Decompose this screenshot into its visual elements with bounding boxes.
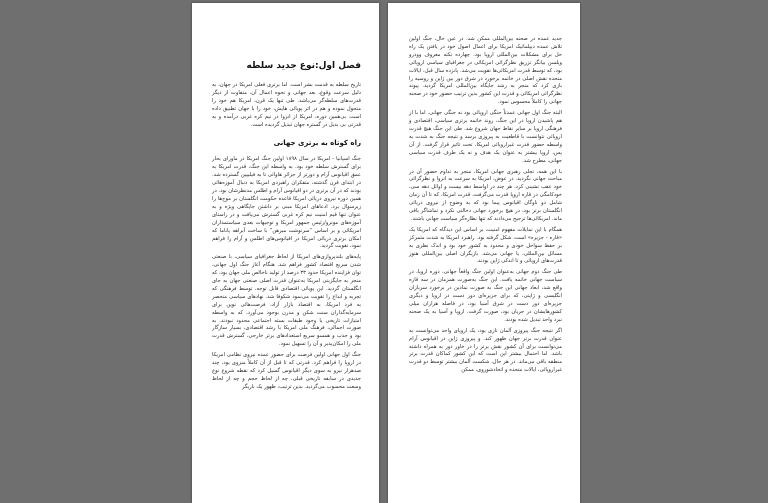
- paragraph: جديد عمده در صحنه بين‌المللی ممكن شد. در عين حال، جنگ اولين تلاش عمده ديپلماتيک امريكا برای اعمال اصول خود در يافتن يک راه حل برای مشكلات بين‌المللی اروپا بود. چهارده نكته معروف وودرو ويلسن بيانگر تزريق نظرگرائی امريكائی در جغرافيای سياسی اروپائی بود، كه توسط قدرت امريكائی‌ها تقويت می‌شد. ‌پانزده سال قبل، ايالات متحده نقش اصلی در خاتمه برخورد در شرق دور بين ژاپن و روسيه را بازی كرد كه منجر به رشد جايگاه بين‌المللی امريكا گرديد. پيوند نظرگرائی امريكائی و قدرت اين كشور بدين ترتيب حضور خود در صحنه جهانی را كاملاً محسوس نمود.: [409, 36, 562, 106]
- paragraph: پايه‌های بلندپروازی‌های امريكا از لحاظ جغرافيای سياسی، با صنعتی شدن سريع اقتصاد كشور فراهم شد. هنگام آغاز جنگ اول جهانی، توان فزاينده امريكا حدود ۳۳ درصد از توليد ناخالص ملی جهان بود، كه منجر به جايگزينی امريكا به‌عنوان قدرت اصلی صنعتی جهان به جای انگلستان گرديد. اين پويائی اقتصادی قابل توجه، توسط فرهنگی كه تجربه و ابداع را تقويت می‌نمود شكوفا شد. نهادهای سياسی منحصر به فرد امريكا، به اقتصاد بازار آزاد، فرصت‌هائی نوين برای سرمايه‌گذاران سنت شكن و مدرن بوجود می‌آورد، كه به واسطه امتيازات تاريخی يا وجود طبقات بسته اجتماعی محدود نبودند. به صورت اجمالی، فرهنگ ملی امريكا با رشد اقتصادی، بسيار سازگار بود و جذب و همسو سريع استعدادهای برتر خارجی، گسترش قدرت ملی را امكان‌پذير و آن را تسهيل نمود.: [212, 254, 361, 348]
- page-right-text-column: [409, 36, 562, 378]
- document-page-right: [388, 3, 580, 503]
- paragraph: البته جنگ اول جهانی عمدتاً جنگی اروپائی بود نه جنگی جهانی. اما با از هم پاشيدن اروپا در اين جنگ، روند خاتمه برتری سياسی، اقتصادی و فرهنگی اروپا بر ساير نقاط جهان شروع شد. طی اين جنگ هيچ قدرت اروپائی نتوانست با قاطعيت به پيروزی برسد و نتيجه جنگ به شدت به واسطه حضور قدرت غيراروپائی امريكا، تحت تاثير قرار گرفت. از آن پس، اروپا بيشتر به عنوان يک هدف و نه يک طرف قدرت سياسی جهانی، مطرح شد.: [409, 110, 562, 164]
- document-page-left: [192, 3, 379, 503]
- paragraph: با اين همه، تجلی رهبری جهانی امريكا، منجر به تداوم حضور آن در مباحث جهانی نگرديد. در عوض، امريكا به سرعت به انزوا و نظرگرائی خود عقب نشينی كرد. هر چند در اواسط دهه بيست و اوائل دهه سی، خودكامگی در قاره اروپا قدرت می‌گرفت، قدرت امريكا، كه تا آن زمان شامل دو ناوگان اقيانوس پيما بود كه به وضوح از نيروی دريائی انگلستان برتر بود، در هيچ برخورد جهانی دخالتی نكرد و تماشاگر باقی ماند. امريكائی‌ها ترجيح می‌دادند كه تنها نظاره‌گر سياست جهانی باشند.: [409, 168, 562, 222]
- paragraph: اگر نتيجه جنگ پيروزی آلمان نازی بود، يک اروپای واحد می‌توانست به عنوان قدرت برتر جهان ظهور كند. و پيروزی ژاپن در اقيانوس آرام می‌توانست برای آن كشور نقش برتر را در خاور دور به همراه داشته باشد. اما احتمال بيشتر اين است كه اين كشور كماكان قدرت برتر منطقه باقی می‌ماند. در هر حال، شكست آلمان بيشتر توسط دو قدرت غيراروپائی، ايالات متحده و اتحادشوروی، ممكن: [409, 327, 562, 374]
- intro-paragraph: تاريخ سلطه به قدمت بشر است. اما برتری فعلی امريكا در جهان، به دليل سرعت وقوع، بعد جهانی و نحوه اعمال آن، متفاوت از ديگر قدرت‌های سلطه‌گر می‌باشد. طی تنها يک قرن، امريكا هم خود را متحول نموده و هم در اثر پويائی هايش، خود را با جهان تطبيق داده است. بی‌همين دوره، امريكا از انزوا در نيم كره غربی درآمده و به قدرتی بی بديل در گستره جهان تبديل گرديده است.: [212, 82, 361, 128]
- paragraph: جنگ اول جهانی اولين فرصت برای حضور عمده نيروی نظامی امريكا در اروپا را فراهم كرد. قدرتی كه تا قبل از آن كاملاً منزوی بود، چند صدهزار نيرو به سوی ديگر اقيانوس گسيل كرد كه نقطه شروع نوع جديدی در سابقه تاريخی قبلی، چه از لحاظ حجم و چه از لحاظ وسعت محسوب می‌گرديد. بدين ترتيب، ظهور يک بازيگر: [212, 352, 361, 390]
- paragraph: جنگ اسپانیا - امريكا در سال ۱۸۹۸ اولين جنگ امريكا در ماورای بحار برای گسترش سلطه خود بود. به واسطه اين جنگ، قدرت امريكا به عمق اقيانوس آرام و دورتر از جزائر هاوائی تا به فيليپين گسترده شد. در ابتدای قرن گذشته، متفكران راهبردی امريكا به دنبال آموزه‌هائی بودند كه در آن برتری در دو اقيانوس آرام و اطلس مدنظرشان بود. در همين دوره نيروی دريائی امريكا قاعده حكومت انگلستان بر موج‌ها را زيرسوال برد. ادعاهای امريكا مبنی بر داشتن جايگاهی ويژه و به عنوان تنها قيم امنيت نيم كره غربی گسترش می‌يافت و در راستای آموزه‌های مونرو/رئيس جمهور امريكا و توجيهات بعدی سياستمداران امريكائی و بر اساس “سرنوشت مبرهن” با ساخت آبراهه پاناما كه امكان برتری دريائی امريكا در اقيانوس‌های اطلس و آرام را فراهم نمود، تقويت گرديد.: [212, 156, 362, 250]
- page-left-text-column: [212, 61, 361, 395]
- section-title: راه کوتاه به برتری جهانی: [273, 139, 361, 148]
- paragraph: طی جنگ دوم جهانی به‌عنوان اولين جنگ واقعاً جهانی، دوره اروپا، در سياست جهانی خاتمه يافت. اين جنگ به‌صورت همزمان در سه قاره واقع شد، ابعاد جهانی اين جنگ به صورت نمادين در برخورد سربازان انگليسی و ژاپنی، كه برای جزيره‌ای دور دست در اروپا و ديگری جزيره‌ای دور دست در شرق آسيا بود، در فاصله هزاران ميلی كشورهايشان در جريان بود، صورت گرفت. اروپا و آسيا به يک صحنه نبرد واحد تبديل شده بودند.: [409, 269, 562, 323]
- paragraph: همگام با اين تمايلات مفهوم امنيت، بر اساس اين ديدگاه كه امريكا يک «قاره - جزيره» است، شكل گرفته بود. راهبرد امريكا به شدت متمركز بر حفظ سواحل خودی و محدود به كشور خود بود و اندک نظری به مسائل بين‌المللی، يا جهانی می‌شد. بازيگران اصلی بين‌المللی هنوز قدرت‌های اروپائی و تا اندكی ژاپن بودند.: [409, 226, 562, 265]
- chapter-title: فصل اول:نوع جديد سلطه: [246, 61, 361, 71]
